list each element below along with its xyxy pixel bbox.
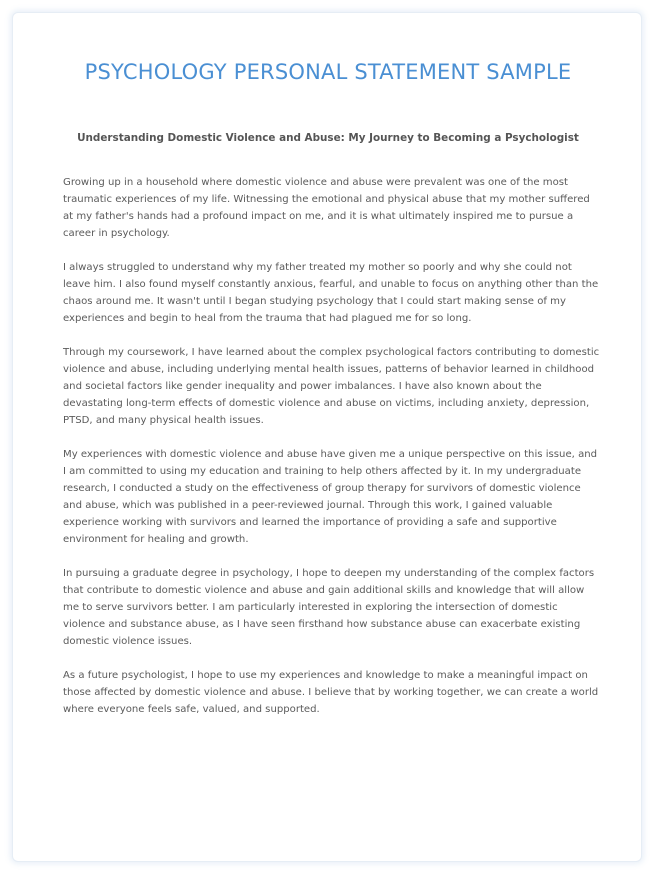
document-subtitle: Understanding Domestic Violence and Abuse: My Journey to Becoming a Psychologist bbox=[77, 132, 579, 144]
paragraph: In pursuing a graduate degree in psychology, I hope to deepen my understanding of the complex factors that contribute to domestic violence and abuse and gain additional skills and knowledge that will allow me to serve survivors better. I am particularly interested in exploring the intersection of domestic violence and substance abuse, as I have seen firsthand how substance abuse can exacerbate existing domestic violence issues. bbox=[63, 568, 595, 647]
paragraph: Through my coursework, I have learned about the complex psychological factors contributing to domestic violence and abuse, including underlying mental health issues, patterns of behavior learned in childhood and societal factors like gender inequality and power imbalances. I have also known about the devastating long-term effects of domestic violence and abuse on victims, including anxiety, depression, PTSD, and many physical health issues. bbox=[63, 347, 600, 426]
document-card bbox=[12, 12, 642, 862]
paragraph: My experiences with domestic violence and abuse have given me a unique perspective on this issue, and I am committed to using my education and training to help others affected by it. In my undergraduate research, I conducted a study on the effectiveness of group therapy for survivors of domestic violence and abuse, which was published in a peer-reviewed journal. Through this work, I gained valuable experience working with survivors and learned the importance of providing a safe and supportive environment for healing and growth. bbox=[63, 449, 598, 545]
paragraph: As a future psychologist, I hope to use my experiences and knowledge to make a meaningful impact on those affected by domestic violence and abuse. I believe that by working together, we can create a world where everyone feels safe, valued, and supported. bbox=[63, 670, 599, 715]
statement-body bbox=[63, 174, 601, 735]
paragraph: Growing up in a household where domestic violence and abuse were prevalent was one of the most traumatic experiences of my life. Witnessing the emotional and physical abuse that my mother suffered at my father's hands had a profound impact on me, and it is what ultimately inspired me to pursue a career in psychology. bbox=[63, 177, 590, 239]
paragraph: I always struggled to understand why my father treated my mother so poorly and why she could not leave him. I also found myself constantly anxious, fearful, and unable to focus on anything other than the chaos around me. It wasn't until I began studying psychology that I could start making sense of my experiences and begin to heal from the trauma that had plagued me for so long. bbox=[63, 262, 599, 324]
document-title: PSYCHOLOGY PERSONAL STATEMENT SAMPLE bbox=[84, 60, 572, 84]
